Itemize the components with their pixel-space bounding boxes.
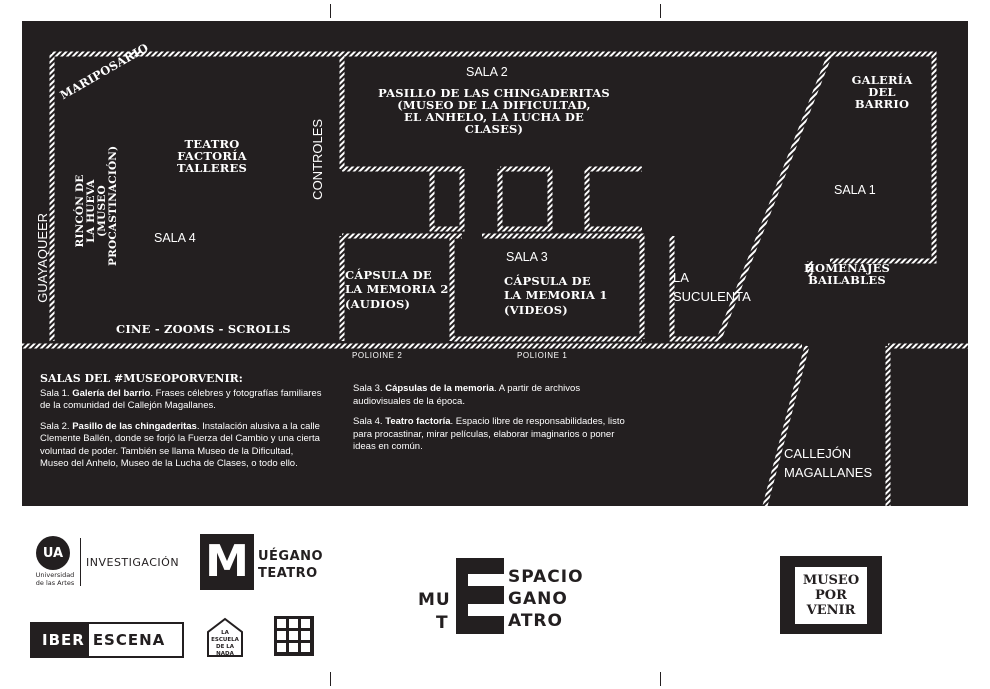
muegano-teatro-logo [200, 536, 324, 590]
ua-name: Universidad de las Artes [35, 571, 75, 587]
espacio-left: MU [418, 590, 451, 610]
museo-porvenir-text: MUSEO POR VENIR [795, 567, 867, 624]
espacio-muegano-logo [418, 558, 584, 638]
legend-sala1: Sala 1. Galería del barrio. Frases célebres y fotografías familiares de la comunidad del Callejón Magallanes. [40, 387, 322, 411]
escuela-nada-logo [205, 616, 245, 658]
la-suculenta-label: LA SUCULENTA [673, 270, 751, 304]
iber-right: ESCENA [92, 631, 166, 649]
capsula1-label: CÁPSULA DE LA MEMORIA 1 (VIDEOS) [504, 274, 608, 317]
wall-callejon-diagonal [765, 346, 807, 506]
polioine1-label: POLIOINE 1 [517, 351, 568, 360]
muegano-big-m: M [200, 534, 254, 590]
wall-sala3-top [342, 236, 642, 271]
espacio-right: SPACIO GANO ATRO [508, 567, 584, 631]
sala2-label: SALA 2 [466, 65, 508, 79]
grid-icon [274, 616, 314, 656]
polioine2-label: POLIOINE 2 [352, 351, 403, 360]
wall-block-1 [432, 169, 462, 229]
museum-floor-map [22, 21, 968, 506]
wall-block-3 [587, 169, 642, 229]
sala4-label: SALA 4 [154, 231, 196, 245]
pasillo-label: PASILLO DE LAS CHINGADERITAS (MUSEO DE LA DIFICULTAD, EL ANHELO, LA LUCHA DE CLASES) [378, 86, 610, 137]
cine-label: CINE - ZOOMS - SCROLLS [116, 322, 291, 336]
iberescena-logo [30, 622, 184, 658]
iber-left: IBER [32, 624, 89, 656]
grid-logo [274, 616, 314, 656]
legend-title: SALAS DEL #MUSEOPORVENIR: [40, 372, 243, 385]
ua-mark: UA [36, 536, 70, 570]
sala1-label: SALA 1 [834, 183, 876, 197]
investigacion-logo: INVESTIGACIÓN [86, 556, 180, 569]
galeria-label: GALERÍA DEL BARRIO [851, 73, 913, 112]
mariposario-label: MARIPOSARIO [57, 40, 151, 103]
homenajes-label: HOMENAJES BAILABLES [803, 261, 891, 288]
legend-left [40, 373, 323, 479]
callejon-label: CALLEJÓN MAGALLANES [784, 446, 873, 480]
teatro-label: TEATRO FACTORÍA TALLERES [176, 137, 248, 176]
trim-mark [330, 4, 331, 18]
museo-porvenir-logo [780, 556, 882, 634]
legend-sala2: Sala 2. Pasillo de las chingaderitas. Instalación alusiva a la calle Clemente Ballén, donde se forjó la Fuerza del Cambio y una cierta voluntad de poder. También se llama Museo de la Dificultad, Museo del Anhelo, Museo de la Lucha de Clases, o todo ello. [40, 420, 320, 469]
legend-sala3: Sala 3. Cápsulas de la memoria. A partir de archivos audiovisuales de la época. [353, 383, 581, 407]
legend-sala4: Sala 4. Teatro factoría. Espacio libre de responsabilidades, listo para procastinar, mirar películas, elaborar imaginarios o poner ideas en común. [353, 416, 625, 452]
escuela-text: LA ESCUELA DE LA NADA [211, 630, 239, 657]
legend-right [353, 383, 635, 462]
espacio-e-mark [456, 558, 504, 634]
ua-logo [30, 536, 80, 587]
trim-mark [660, 4, 661, 18]
trim-mark [660, 672, 661, 686]
trim-mark [330, 672, 331, 686]
guayaqueer-label: GUAYAQUEER [35, 212, 51, 303]
wall-block-2 [500, 169, 550, 229]
rincon-label: RINCÓN DE LA HUEVA (MUSEO PROCASTINACIÓN) [73, 145, 120, 267]
capsula2-label: CÁPSULA DE LA MEMORIA 2 (AUDIOS) [345, 268, 449, 311]
logo-divider [80, 538, 81, 586]
controles-label: CONTROLES [310, 118, 326, 200]
espacio-t: T [436, 613, 448, 633]
sala3-label: SALA 3 [506, 250, 548, 264]
muegano-text: UÉGANO TEATRO [258, 549, 324, 581]
